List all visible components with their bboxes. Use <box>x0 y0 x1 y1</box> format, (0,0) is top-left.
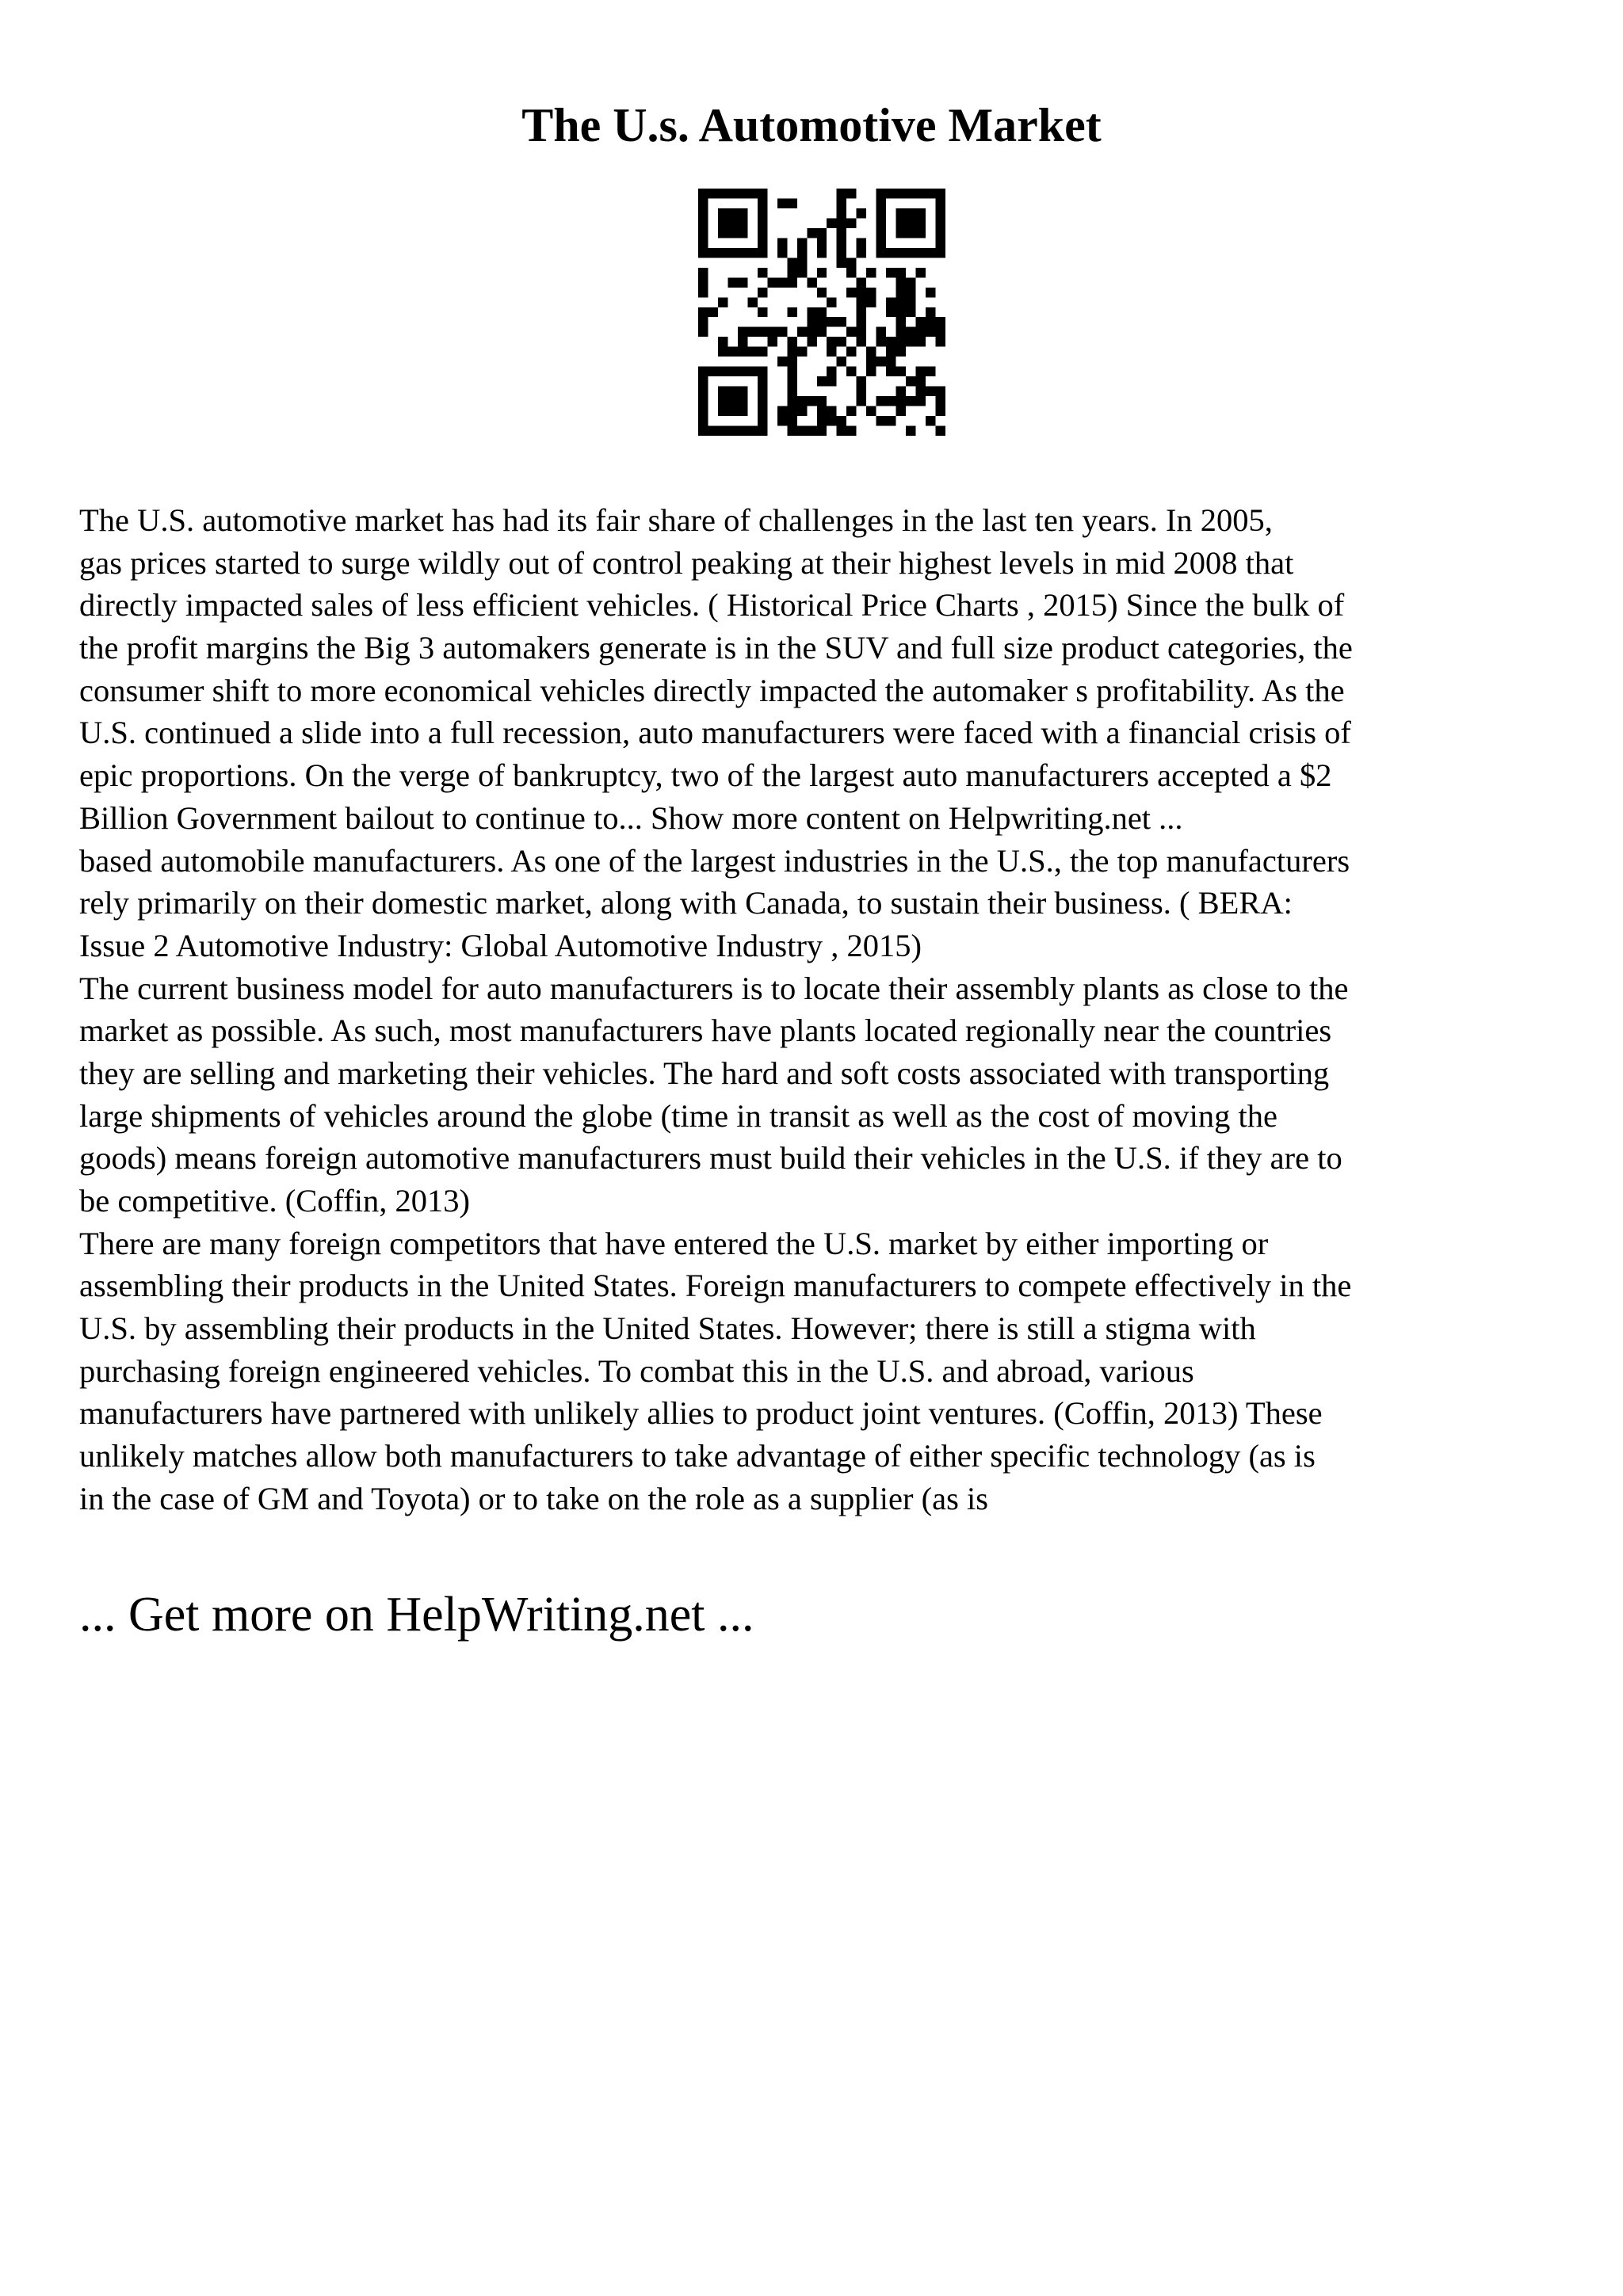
body-line: Issue 2 Automotive Industry: Global Automotive Industry , 2015) <box>79 927 922 963</box>
body-line: manufacturers have partnered with unlikely allies to product joint ventures. (Coffin, 2013) These <box>79 1395 1323 1432</box>
body-line: they are selling and marketing their vehicles. The hard and soft costs associated with transporting <box>79 1055 1330 1091</box>
body-line: assembling their products in the United States. Foreign manufacturers to compete effectively in the <box>79 1268 1352 1304</box>
body-line: gas prices started to surge wildly out of control peaking at their highest levels in mid 2008 that <box>79 544 1294 581</box>
body-line: epic proportions. On the verge of bankruptcy, two of the largest auto manufacturers accepted a $2 <box>79 757 1332 794</box>
body-line: consumer shift to more economical vehicles directly impacted the automaker s profitability. As the <box>79 672 1345 708</box>
page-title: The U.s. Automotive Market <box>521 99 1102 151</box>
qr-code-icon <box>698 189 945 436</box>
body-line: The current business model for auto manufacturers is to locate their assembly plants as close to the <box>79 970 1349 1006</box>
body-line: goods) means foreign automotive manufacturers must build their vehicles in the U.S. if they are to <box>79 1140 1342 1177</box>
body-line: in the case of GM and Toyota) or to take on the role as a supplier (as is <box>79 1480 988 1516</box>
body-line: rely primarily on their domestic market, along with Canada, to sustain their business. ( BERA: <box>79 885 1293 921</box>
body-line: be competitive. (Coffin, 2013) <box>79 1183 471 1219</box>
article-body <box>79 499 1561 1520</box>
qr-code-graphic <box>698 189 945 436</box>
body-line: large shipments of vehicles around the globe (time in transit as well as the cost of moving the <box>79 1097 1278 1134</box>
body-line: market as possible. As such, most manufacturers have plants located regionally near the countries <box>79 1013 1332 1049</box>
body-line: the profit margins the Big 3 automakers generate is in the SUV and full size product categories, the <box>79 630 1353 666</box>
get-more-link[interactable]: ... Get more on HelpWriting.net ... <box>79 1588 754 1642</box>
body-line: Billion Government bailout to continue to... Show more content on Helpwriting.net ... <box>79 799 1183 836</box>
body-line: based automobile manufacturers. As one of the largest industries in the U.S., the top manufacturers <box>79 842 1350 879</box>
body-line: unlikely matches allow both manufacturers to take advantage of either specific technology (as is <box>79 1438 1316 1474</box>
body-line: U.S. by assembling their products in the United States. However; there is still a stigma with <box>79 1310 1256 1347</box>
body-line: The U.S. automotive market has had its fair share of challenges in the last ten years. In 2005, <box>79 502 1273 538</box>
body-line: directly impacted sales of less efficient vehicles. ( Historical Price Charts , 2015) Since the bulk of <box>79 587 1345 624</box>
body-line: U.S. continued a slide into a full recession, auto manufacturers were faced with a financial crisis of <box>79 715 1351 751</box>
body-line: There are many foreign competitors that have entered the U.S. market by either importing or <box>79 1225 1269 1261</box>
body-line: purchasing foreign engineered vehicles. To combat this in the U.S. and abroad, various <box>79 1352 1194 1389</box>
